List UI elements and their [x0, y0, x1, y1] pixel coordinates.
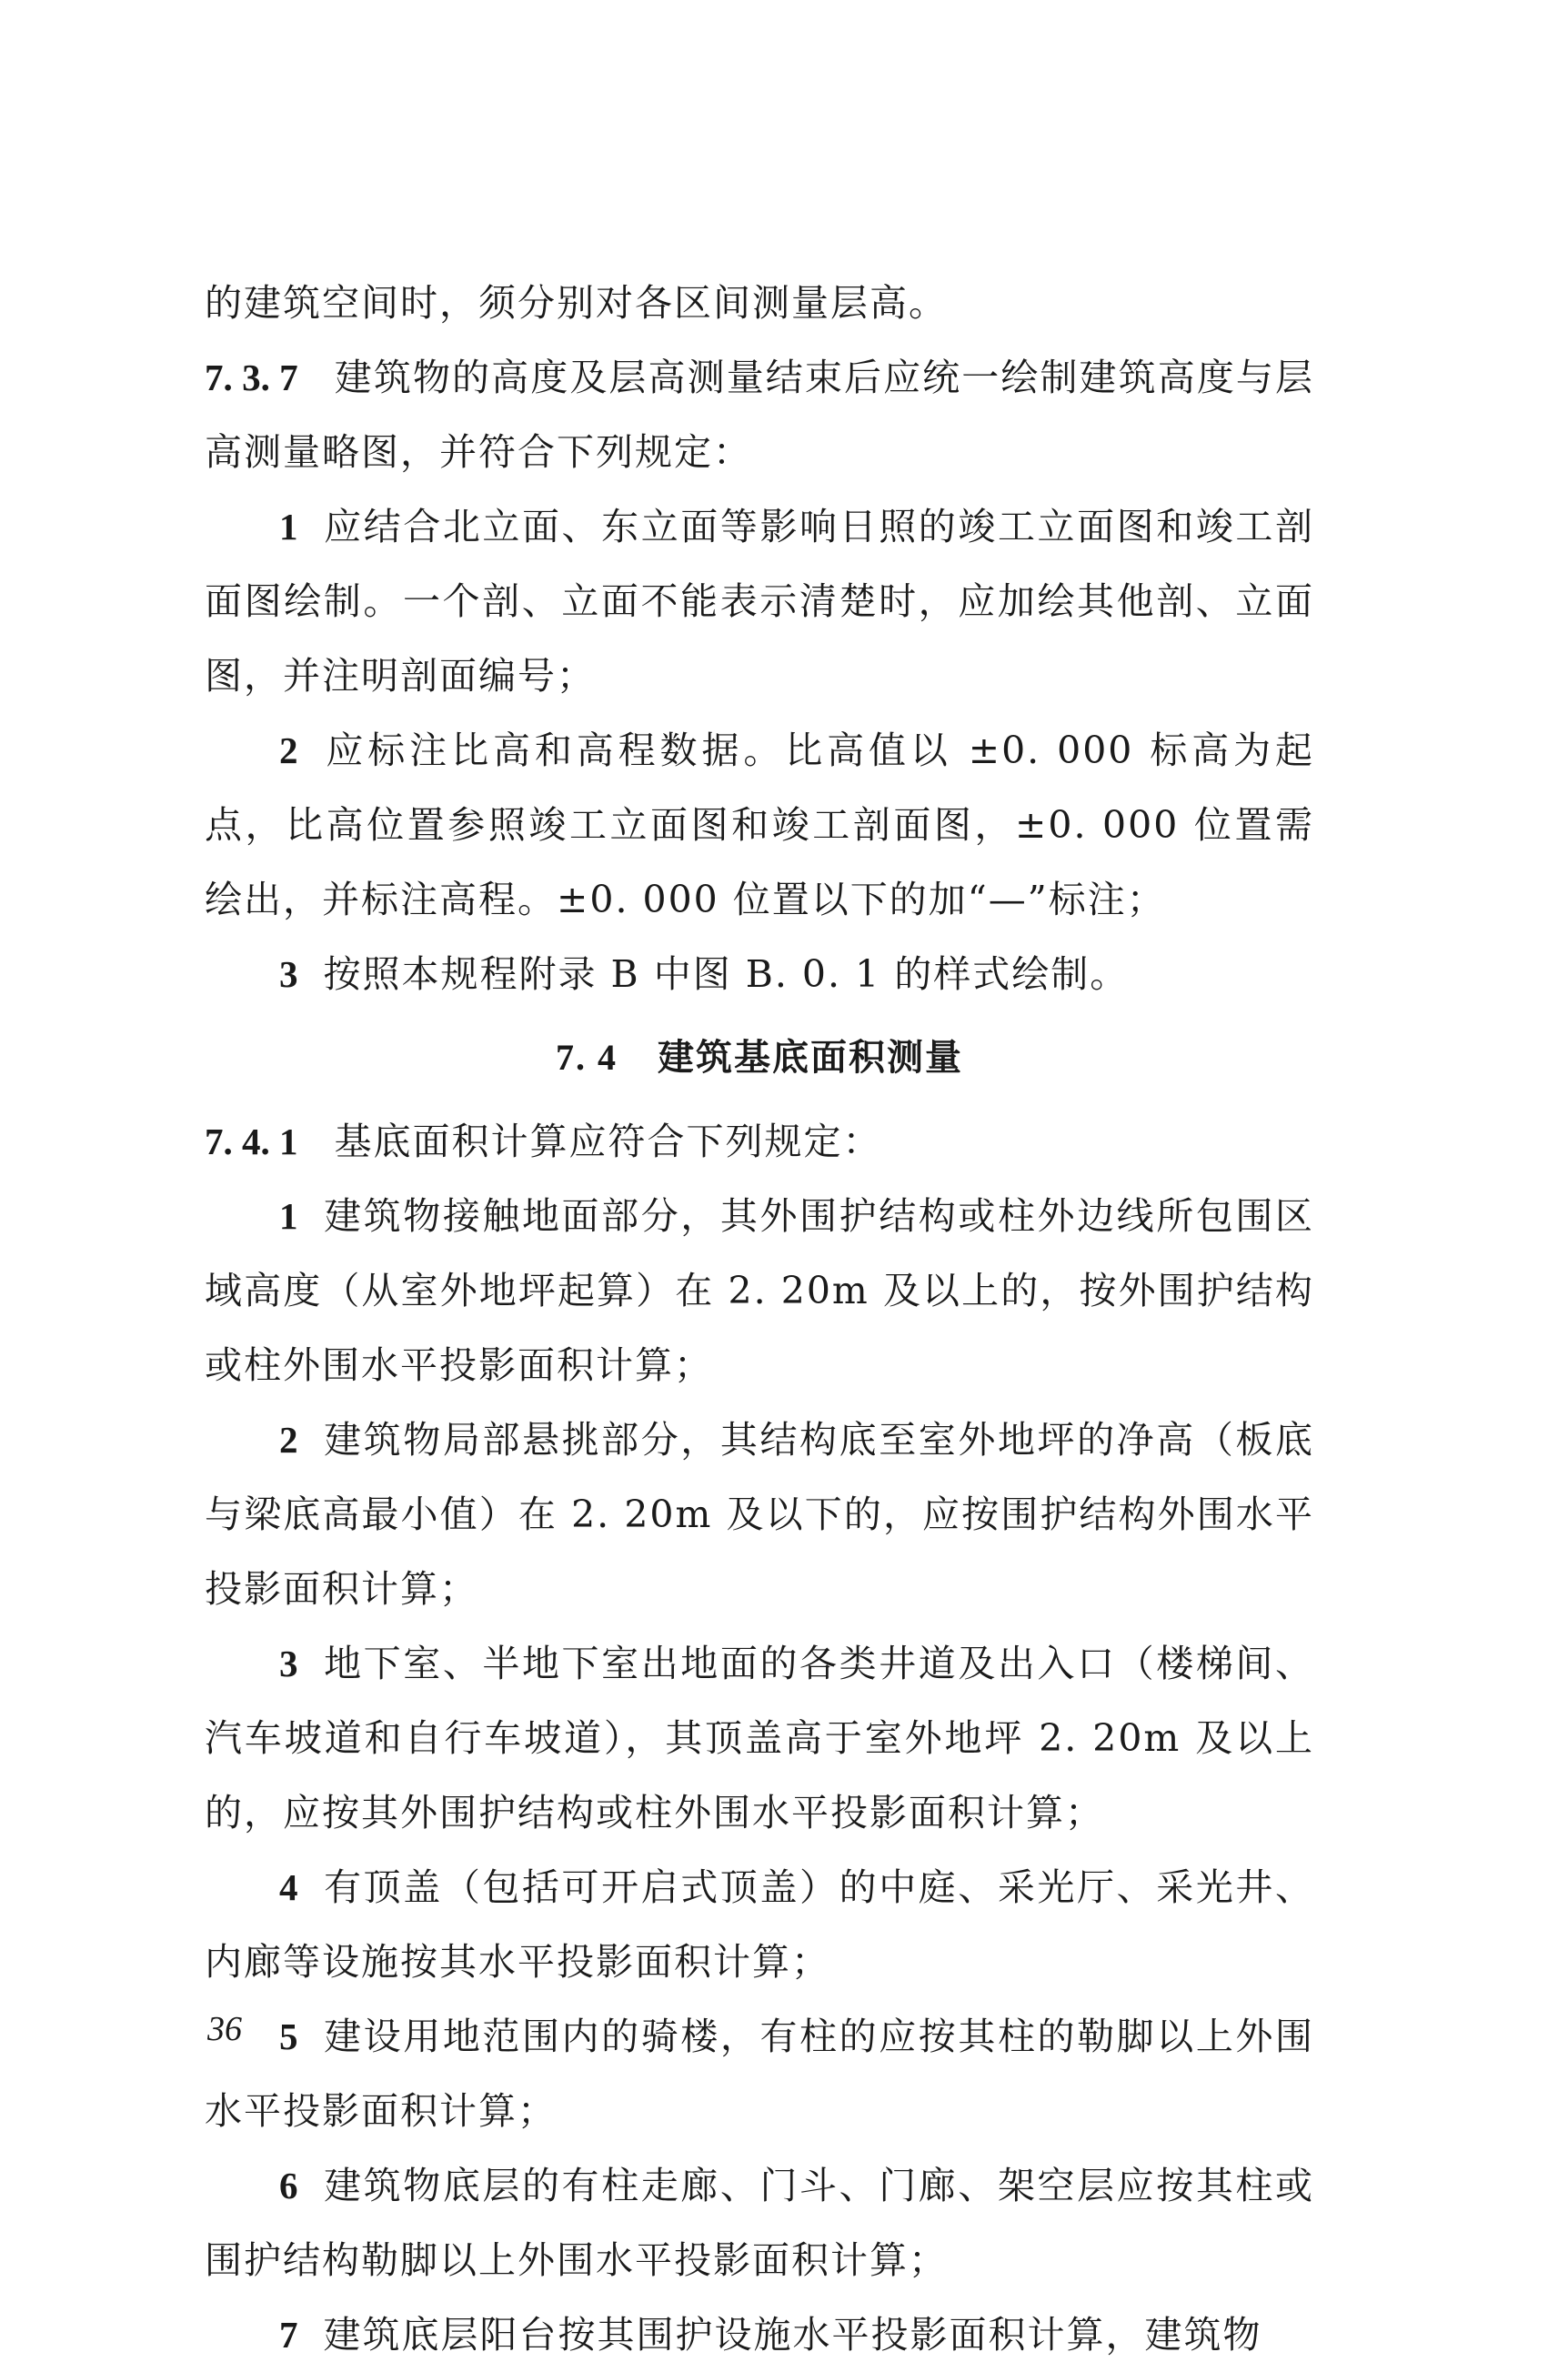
list-item — [205, 2148, 1314, 2297]
clause-number: 7. 3. 7 — [205, 357, 298, 398]
clause-7-4-1 — [205, 1104, 1314, 1179]
item-text: 有顶盖（包括可开启式顶盖）的中庭、采光厅、采光井、内廊等设施按其水平投影面积计算； — [205, 1865, 1314, 1984]
item-text: 建设用地范围内的骑楼，有柱的应按其柱的勒脚以上外围水平投影面积计算； — [205, 2015, 1314, 2133]
item-number: 2 — [279, 1419, 298, 1461]
list-item — [205, 1402, 1314, 1626]
item-number: 5 — [279, 2015, 298, 2057]
item-text: 建筑物局部悬挑部分，其结构底至室外地坪的净高（板底与梁底高最小值）在 2. 20m 及以下的，应按围护结构外围水平投影面积计算； — [205, 1418, 1314, 1611]
item-text: 应标注比高和高程数据。比高值以 ±0. 000 标高为起点，比高位置参照竣工立面图和竣工剖面图，±0. 000 位置需绘出，并标注高程。±0. 000 位置以下的加“—”标注； — [205, 729, 1314, 921]
item-number: 2 — [279, 729, 298, 771]
clause-text: 建筑物的高度及层高测量结束后应统一绘制建筑高度与层高测量略图，并符合下列规定： — [205, 356, 1314, 474]
list-item — [205, 2297, 1314, 2372]
list-item — [205, 937, 1314, 1011]
item-text: 按照本规程附录 B 中图 B. 0. 1 的样式绘制。 — [323, 952, 1130, 996]
list-item — [205, 1999, 1314, 2148]
list-item — [205, 1626, 1314, 1850]
clause-text: 基底面积计算应符合下列规定： — [334, 1120, 882, 1163]
section-number: 7. 4 — [556, 1037, 618, 1078]
item-text: 建筑物接触地面部分，其外围护结构或柱外边线所包围区域高度（从室外地坪起算）在 2. 20m 及以上的，按外围护结构或柱外围水平投影面积计算； — [205, 1194, 1314, 1387]
item-number: 3 — [279, 953, 298, 995]
item-text: 建筑物底层的有柱走廊、门斗、门廊、架空层应按其柱或围护结构勒脚以上外围水平投影面积计算； — [205, 2164, 1314, 2282]
item-number: 1 — [279, 506, 298, 548]
item-number: 4 — [279, 1866, 298, 1908]
list-item — [205, 1850, 1314, 1999]
section-title: 建筑基底面积测量 — [658, 1037, 963, 1079]
body-text — [205, 266, 1314, 2372]
list-item — [205, 489, 1314, 713]
item-number: 7 — [279, 2314, 298, 2356]
item-number: 1 — [279, 1195, 298, 1237]
clause-7-3-7 — [205, 340, 1314, 489]
item-number: 6 — [279, 2165, 298, 2206]
page-number: 36 — [207, 2010, 242, 2048]
item-text: 建筑底层阳台按其围护设施水平投影面积计算，建筑物 — [323, 2313, 1262, 2357]
list-item — [205, 1179, 1314, 1402]
item-text: 地下室、半地下室出地面的各类井道及出入口（楼梯间、汽车坡道和自行车坡道），其顶盖高于室外地坪 2. 20m 及以上的，应按其外围护结构或柱外围水平投影面积计算； — [205, 1642, 1314, 1834]
item-text: 应结合北立面、东立面等影响日照的竣工立面图和竣工剖面图绘制。一个剖、立面不能表示清楚时，应加绘其他剖、立面图，并注明剖面编号； — [205, 505, 1314, 698]
continued-paragraph: 的建筑空间时，须分别对各区间测量层高。 — [205, 281, 948, 325]
clause-number: 7. 4. 1 — [205, 1121, 298, 1162]
item-number: 3 — [279, 1643, 298, 1684]
list-item — [205, 713, 1314, 937]
section-heading — [205, 1019, 1314, 1097]
